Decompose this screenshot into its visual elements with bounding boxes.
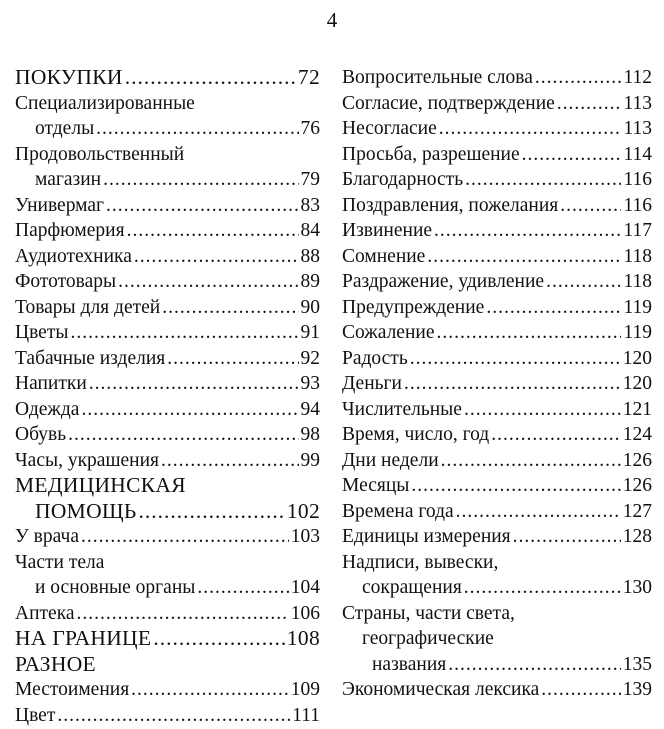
toc-entry[interactable] (342, 652, 652, 678)
toc-entry[interactable] (15, 371, 320, 397)
toc-entry-title: Дни недели (342, 449, 439, 471)
toc-entry-title: Табачные изделия (15, 347, 166, 369)
toc-entry[interactable] (342, 218, 652, 244)
dot-leader (57, 703, 290, 729)
toc-entry-page: 114 (623, 143, 652, 165)
toc-entry-page: 106 (290, 602, 320, 624)
toc-entry[interactable] (342, 142, 652, 168)
toc-entry-title: Напитки (15, 373, 87, 394)
toc-entry[interactable] (15, 167, 320, 193)
toc-entry-page: 139 (622, 679, 652, 700)
toc-entry[interactable] (15, 346, 320, 372)
toc-entry-title: географические (362, 628, 494, 649)
toc-entry[interactable] (342, 499, 652, 525)
toc-entry-title: Цвет (15, 704, 56, 726)
toc-entry-page: 102 (286, 498, 320, 523)
toc-entry-page: 135 (622, 653, 652, 675)
toc-entry[interactable] (15, 448, 320, 474)
toc-entry-title: Части тела (15, 551, 105, 573)
toc-entry[interactable] (342, 167, 652, 193)
toc-entry-line (15, 550, 320, 576)
toc-entry-title: Согласие, подтверждение (342, 92, 555, 114)
dot-leader (427, 244, 621, 270)
toc-entry-title: Универмаг (15, 194, 105, 216)
toc-entry[interactable] (342, 320, 652, 346)
dot-leader (411, 473, 620, 499)
toc-entry[interactable] (342, 575, 652, 601)
toc-entry[interactable] (342, 346, 652, 372)
toc-entry-page: 76 (300, 118, 320, 139)
dot-leader (70, 320, 298, 346)
dot-leader (464, 575, 621, 601)
dot-leader (197, 575, 288, 601)
dot-leader (513, 524, 621, 550)
toc-entry[interactable] (15, 601, 320, 627)
toc-entry[interactable] (15, 397, 320, 423)
toc-entry[interactable] (342, 473, 652, 499)
toc-entry-page: 119 (623, 322, 652, 343)
toc-entry[interactable] (15, 218, 320, 244)
dot-leader (77, 601, 289, 627)
toc-entry-title: Время, число, год (342, 424, 490, 445)
dot-leader (560, 193, 621, 219)
toc-entry-page: 116 (623, 169, 652, 190)
toc-entry-page: 104 (290, 577, 320, 598)
toc-entry-page: 126 (622, 475, 652, 496)
toc-entry-page: 118 (623, 245, 652, 267)
dot-leader (434, 218, 621, 244)
toc-entry-page: 112 (623, 67, 652, 88)
toc-entry-title: Аудиотехника (15, 245, 132, 267)
toc-entry-line (15, 91, 320, 117)
dot-leader (464, 397, 621, 423)
toc-entry[interactable] (342, 116, 652, 142)
dot-leader (68, 422, 298, 448)
toc-entry-title: Фототовары (15, 271, 117, 292)
toc-entry-page: 118 (623, 271, 652, 292)
toc-right-column (342, 65, 652, 703)
toc-entry-page: 94 (300, 398, 320, 420)
toc-entry[interactable] (15, 703, 320, 729)
dot-leader (125, 65, 296, 91)
toc-entry-title: РАЗНОЕ (15, 651, 96, 676)
dot-leader (448, 652, 621, 678)
toc-entry-title: Радость (342, 347, 408, 369)
toc-entry-page: 92 (300, 347, 320, 369)
toc-entry-title: Времена года (342, 500, 454, 522)
toc-entry-title: Надписи, вывески, (342, 551, 499, 573)
dot-leader (131, 677, 289, 703)
toc-entry-page: 117 (623, 220, 652, 241)
toc-entry-page: 130 (622, 577, 652, 598)
toc-entry[interactable] (342, 193, 652, 219)
toc-entry-title: отделы (35, 118, 95, 139)
toc-entry-page: 124 (622, 424, 652, 445)
dot-leader (465, 167, 621, 193)
toc-entry-page: 116 (623, 194, 652, 216)
toc-entry-title: Вопросительные слова (342, 67, 533, 88)
dot-leader (456, 499, 621, 525)
toc-entry-page: 113 (623, 118, 652, 139)
dot-leader (103, 167, 298, 193)
toc-entry-title: Страны, части света, (342, 602, 515, 624)
toc-entry[interactable] (15, 677, 320, 703)
toc-entry-title: У врача (15, 526, 79, 547)
toc-entry-page: 103 (290, 526, 320, 547)
toc-entry-title: Специализированные (15, 92, 195, 114)
toc-entry[interactable] (342, 677, 652, 703)
dot-leader (81, 397, 298, 423)
toc-entry-page: 98 (300, 424, 320, 445)
toc-entry[interactable] (15, 244, 320, 270)
toc-entry-title: Местоимения (15, 679, 130, 700)
toc-entry-title: Единицы измерения (342, 526, 511, 547)
page-number: 4 (326, 8, 338, 32)
dot-leader (81, 524, 289, 550)
toc-entry-page: 72 (297, 65, 320, 89)
toc-entry[interactable] (342, 269, 652, 295)
toc-entry[interactable] (15, 295, 320, 321)
toc-entry-title: ПОКУПКИ (15, 65, 123, 89)
dot-leader (106, 193, 298, 219)
toc-entry-title: Деньги (342, 373, 402, 394)
toc-entry-page: 108 (286, 626, 320, 650)
toc-entry[interactable] (15, 524, 320, 550)
toc-entry-page: 79 (300, 169, 320, 190)
toc-entry[interactable] (15, 422, 320, 448)
dot-leader (118, 269, 298, 295)
toc-entry-page: 109 (290, 679, 320, 700)
toc-entry[interactable] (15, 320, 320, 346)
toc-entry[interactable] (342, 524, 652, 550)
toc-entry-title: Аптека (15, 602, 75, 624)
toc-entry-title: Цветы (15, 322, 69, 343)
toc-entry[interactable] (15, 499, 320, 525)
toc-entry[interactable] (15, 65, 320, 91)
dot-leader (486, 295, 621, 321)
toc-entry-page: 111 (292, 704, 320, 726)
toc-entry[interactable] (342, 295, 652, 321)
toc-entry[interactable] (15, 626, 320, 652)
toc-entry-title: Сомнение (342, 245, 426, 267)
toc-entry-line (15, 473, 320, 499)
toc-entry[interactable] (15, 116, 320, 142)
dot-leader (439, 116, 622, 142)
dot-leader (491, 422, 621, 448)
toc-entry-title: Поздравления, пожелания (342, 194, 559, 216)
dot-leader (546, 269, 621, 295)
toc-entry-title: Несогласие (342, 118, 437, 139)
dot-leader (96, 116, 298, 142)
toc-entry[interactable] (15, 269, 320, 295)
toc-entry-page: 93 (300, 373, 320, 394)
dot-leader (522, 142, 622, 168)
dot-leader (557, 91, 622, 117)
dot-leader (153, 626, 285, 652)
dot-leader (161, 448, 299, 474)
toc-entry-title: МЕДИЦИНСКАЯ (15, 473, 186, 497)
toc-entry-title: магазин (35, 169, 102, 190)
toc-entry-page: 128 (622, 526, 652, 547)
toc-entry-title: и основные органы (35, 577, 196, 598)
toc-entry-page: 120 (622, 347, 652, 369)
toc-entry[interactable] (342, 448, 652, 474)
toc-entry-page: 119 (623, 296, 652, 318)
toc-entry-title: Месяцы (342, 475, 410, 496)
toc-entry-title: Раздражение, удивление (342, 271, 545, 292)
dot-leader (535, 65, 622, 91)
toc-entry-page: 113 (623, 92, 652, 114)
toc-entry-page: 121 (622, 398, 652, 420)
toc-entry-page: 88 (300, 245, 320, 267)
toc-entry-title: Парфюмерия (15, 220, 125, 241)
dot-leader (134, 244, 299, 270)
dot-leader (404, 371, 621, 397)
toc-entry-title: Просьба, разрешение (342, 143, 520, 165)
dot-leader (541, 677, 620, 703)
dot-leader (89, 371, 299, 397)
toc-entry-line (342, 626, 652, 652)
toc-entry-line (342, 550, 652, 576)
toc-entry-page: 120 (622, 373, 652, 394)
toc-entry-page: 83 (300, 194, 320, 216)
toc-entry-line (342, 601, 652, 627)
toc-entry-title: Извинение (342, 220, 433, 241)
toc-entry[interactable] (342, 244, 652, 270)
dot-leader (139, 499, 285, 525)
toc-entry-page: 89 (300, 271, 320, 292)
toc-entry-title: Экономическая лексика (342, 679, 540, 700)
toc-entry-title: Продовольственный (15, 143, 185, 165)
toc-left-column (15, 65, 320, 728)
dot-leader (436, 320, 621, 346)
toc-entry[interactable] (342, 65, 652, 91)
toc-entry-title: ПОМОЩЬ (35, 498, 137, 523)
toc-entry[interactable] (342, 397, 652, 423)
toc-entry-title: Предупреждение (342, 296, 485, 318)
toc-entry-page: 90 (300, 296, 320, 318)
dot-leader (127, 218, 299, 244)
toc-entry-title: Часы, украшения (15, 449, 159, 471)
toc-entry-title: Благодарность (342, 169, 464, 190)
toc-entry-page: 91 (300, 322, 320, 343)
dot-leader (162, 295, 298, 321)
toc-entry-title: названия (372, 653, 447, 675)
toc-entry[interactable] (15, 575, 320, 601)
toc-entry-title: Сожаление (342, 322, 435, 343)
toc-entry-title: сокращения (362, 577, 462, 598)
toc-entry-page: 127 (622, 500, 652, 522)
toc-entry-line (15, 142, 320, 168)
toc-entry[interactable] (342, 422, 652, 448)
toc-entry-title: НА ГРАНИЦЕ (15, 626, 152, 650)
dot-leader (167, 346, 298, 372)
toc-entry[interactable] (342, 91, 652, 117)
toc-entry-page: 99 (300, 449, 320, 471)
toc-entry-page: 84 (300, 220, 320, 241)
toc-entry-title: Одежда (15, 398, 80, 420)
toc-entry-page: 126 (622, 449, 652, 471)
toc-entry-line (15, 652, 320, 678)
dot-leader (441, 448, 621, 474)
toc-entry-title: Числительные (342, 398, 462, 420)
toc-entry-title: Обувь (15, 424, 67, 445)
toc-entry[interactable] (342, 371, 652, 397)
toc-entry-title: Товары для детей (15, 296, 161, 318)
dot-leader (410, 346, 621, 372)
toc-entry[interactable] (15, 193, 320, 219)
